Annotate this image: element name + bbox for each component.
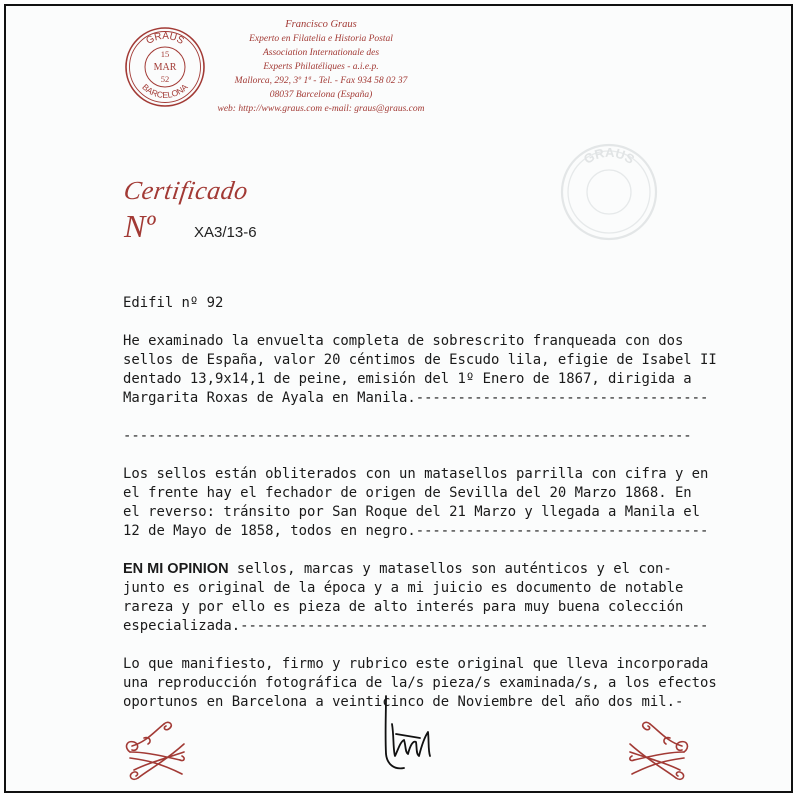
text-line: una reproducción fotográfica de la/s pieza/s examinada/s, a los efectos xyxy=(123,675,717,691)
letterhead xyxy=(201,18,441,116)
text-line: dentado 13,9x14,1 de peine, emisión del 1º Enero de 1867, dirigida a xyxy=(123,371,692,387)
flourish-ornament-right xyxy=(626,718,690,784)
letterhead-line: Association Internationale des xyxy=(262,48,380,58)
text-line: junto es original de la época y a mi juicio es documento de notable xyxy=(123,580,684,596)
text-line xyxy=(123,560,699,579)
text-line: el frente hay el fechador de origen de Sevilla del 20 Marzo 1868. En xyxy=(123,485,692,501)
seal-top-text: GRAUS xyxy=(144,30,186,47)
opinion-text: sellos, marcas y matasellos son auténticos y el con- xyxy=(228,561,672,577)
letterhead-line: Experto en Filatelia e Historia Postal xyxy=(249,34,393,44)
catalog-reference: Edifil nº 92 xyxy=(123,295,224,311)
seal-year: 52 xyxy=(160,74,170,84)
opinion-heading: EN MI OPINION xyxy=(123,561,229,577)
text-line: rareza y por ello es pieza de alto interés para muy buena colección xyxy=(123,599,684,615)
letterhead-line: Experts Philatéliques - a.i.e.p. xyxy=(263,62,379,72)
paragraph-description xyxy=(123,332,717,408)
embossed-seal xyxy=(558,141,660,243)
text-line: especializada.-------------------------------------------------------- xyxy=(123,618,709,634)
text-line: 12 de Mayo de 1858, todos en negro.----------------------------------- xyxy=(123,523,709,539)
letterhead-city: 08037 Barcelona (España) xyxy=(269,90,373,100)
svg-text:GRAUS xyxy=(144,31,186,47)
certificate-number: XA3/13-6 xyxy=(194,224,257,241)
text-line: Lo que manifiesto, firmo y rubrico este original que lleva incorporada xyxy=(123,656,709,672)
paragraph-opinion xyxy=(123,560,709,636)
text-line: Margarita Roxas de Ayala en Manila.----------------------------------- xyxy=(123,390,709,406)
text-line: He examinado la envuelta completa de sobrescrito franqueada con dos xyxy=(123,333,684,349)
separator-line: -------------------------------------------------------------------- xyxy=(123,428,692,444)
seal-month: MAR xyxy=(153,62,177,73)
emboss-text: GRAUS xyxy=(581,144,638,167)
seal-bottom-text: BARCELONA xyxy=(140,81,190,101)
flourish-ornament-left xyxy=(124,718,188,784)
seal-day: 15 xyxy=(160,49,170,59)
svg-text:BARCELONA xyxy=(140,82,190,100)
certificate-title: Certificado xyxy=(122,176,251,205)
letterhead-name: Francisco Graus xyxy=(285,19,357,30)
paragraph-cancellations xyxy=(123,465,709,541)
letterhead-web: web: http://www.graus.com e-mail: graus@graus.com xyxy=(217,104,425,114)
certificate-body xyxy=(123,294,717,712)
letterhead-address: Mallorca, 292, 3º 1ª - Tel. - Fax 934 58 02 37 xyxy=(234,76,408,86)
handwritten-signature xyxy=(380,694,442,774)
text-line: el reverso: tránsito por San Roque del 21 Marzo y llegada a Manila el xyxy=(123,504,701,520)
text-line: sellos de España, valor 20 céntimos de Escudo lila, efigie de Isabel II xyxy=(123,352,717,368)
certificate-number-label: Nº xyxy=(124,208,156,244)
text-line: oportunos en Barcelona a veinticinco de Noviembre del año dos mil.- xyxy=(123,694,684,710)
graus-seal xyxy=(124,26,206,108)
text-line: Los sellos están obliterados con un matasellos parrilla con cifra y en xyxy=(123,466,709,482)
certificate-sheet xyxy=(4,4,793,793)
